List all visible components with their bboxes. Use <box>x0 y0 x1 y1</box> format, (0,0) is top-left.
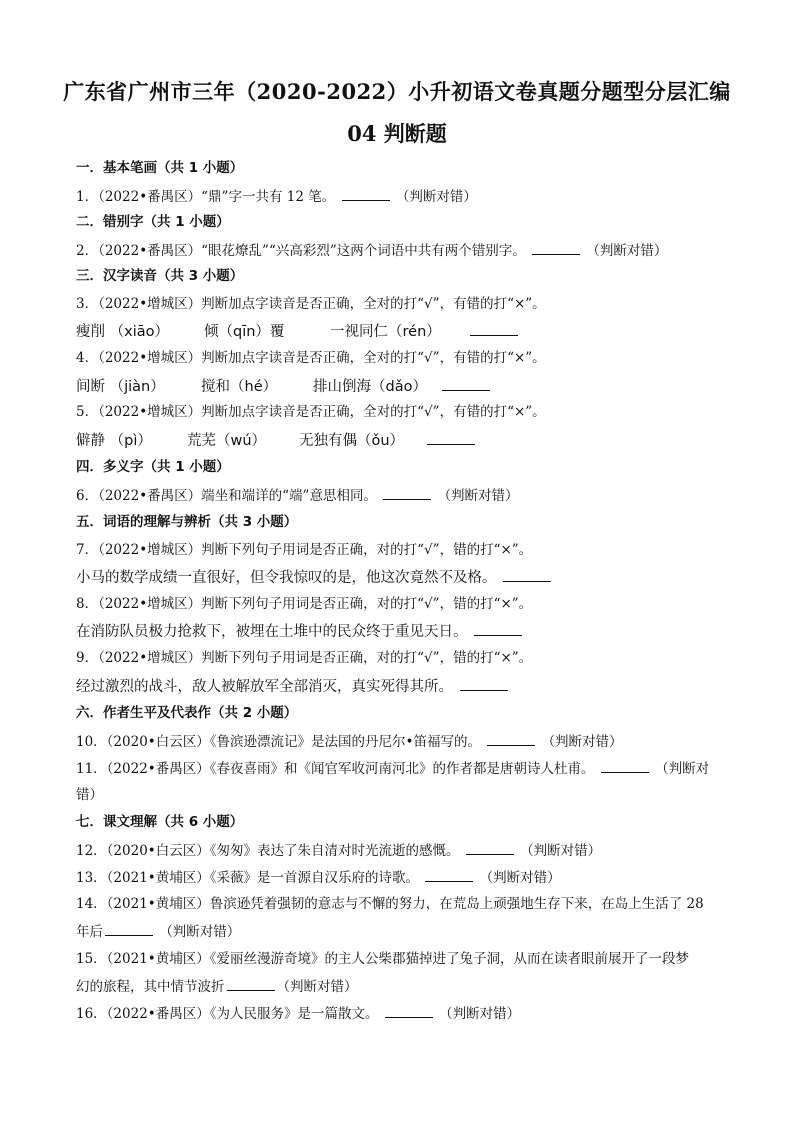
question-6 <box>76 485 519 506</box>
answer-blank[interactable] <box>342 186 390 201</box>
question-7-sentence <box>76 567 553 588</box>
question-text-continued: 幻的旅程，其中情节波折 <box>76 979 225 995</box>
section-heading-6: 六．作者生平及代表作（共 2 小题） <box>76 705 298 721</box>
question-text: 3．（2022•增城区）判断加点字读音是否正确，全对的打“√”，有错的打“×”。 <box>76 296 546 312</box>
sentence: 小马的数学成绩一直很好，但令我惊叹的是，他这次竟然不及格。 <box>76 570 497 586</box>
question-10 <box>76 731 623 752</box>
question-9-sentence <box>76 676 510 697</box>
answer-blank[interactable] <box>425 867 473 882</box>
question-4 <box>76 348 546 368</box>
document-title: 广东省广州市三年（2020-2022）小升初语文卷真题分题型分层汇编 <box>63 79 731 104</box>
sentence: 经过激烈的战斗，敌人被解放军全部消灭，真实死得其所。 <box>76 679 453 695</box>
question-13 <box>76 867 561 888</box>
section-heading-7: 七．课文理解（共 6 小题） <box>76 814 244 830</box>
question-4-items <box>76 376 492 397</box>
answer-blank[interactable] <box>442 376 490 391</box>
answer-blank[interactable] <box>466 840 514 855</box>
question-text: 10．（2020•白云区）《鲁滨逊漂流记》是法国的丹尼尔•笛福写的。 <box>76 734 481 750</box>
question-text: 16．（2022•番禺区）《为人民服务》是一篇散文。 <box>76 1006 379 1022</box>
question-suffix: （判断对错） <box>541 734 623 750</box>
question-3-items <box>76 321 520 342</box>
question-5 <box>76 402 546 422</box>
question-14-continued <box>76 921 240 942</box>
question-14 <box>76 894 704 914</box>
answer-blank[interactable] <box>383 485 431 500</box>
question-16 <box>76 1003 520 1024</box>
question-suffix: （判断对 <box>655 761 710 777</box>
pinyin-item: 排山倒海（dǎo） <box>313 379 427 395</box>
question-text: 2．（2022•番禺区）“眼花燎乱”“兴高彩烈”这两个词语中共有两个错别字。 <box>76 243 526 259</box>
question-5-items <box>76 430 477 451</box>
question-text: 15．（2021•黄埔区）《爱丽丝漫游奇境》的主人公柴郡猫掉进了兔子洞，从而在读者眼前展开了一段梦 <box>76 951 689 967</box>
question-1 <box>76 186 477 207</box>
answer-blank[interactable] <box>532 240 580 255</box>
question-suffix: （判断对错） <box>159 924 241 940</box>
question-text: 1．（2022•番禺区）“鼎”字一共有 12 笔。 <box>76 189 336 205</box>
question-text: 5．（2022•增城区）判断加点字读音是否正确，全对的打“√”，有错的打“×”。 <box>76 404 546 420</box>
question-2 <box>76 240 667 261</box>
pinyin-item: 间断 （jiàn） <box>76 379 165 395</box>
question-9 <box>76 648 532 668</box>
section-heading-2: 二．错别字（共 1 小题） <box>76 214 230 230</box>
answer-blank[interactable] <box>427 430 475 445</box>
section-heading-5: 五．词语的理解与辨析（共 3 小题） <box>76 514 298 530</box>
question-text: 14．（2021•黄埔区）鲁滨逊凭着强韧的意志与不懈的努力，在荒岛上顽强地生存下来，在岛上生活了 28 <box>76 896 704 912</box>
pinyin-item: 无独有偶（ǒu） <box>299 433 405 449</box>
question-text: 11．（2022•番禺区）《春夜喜雨》和《闻官军收河南河北》的作者都是唐朝诗人杜甫。 <box>76 761 595 777</box>
question-3 <box>76 294 546 314</box>
question-15 <box>76 949 689 969</box>
answer-blank[interactable] <box>487 731 535 746</box>
question-suffix: （判断对错） <box>439 1006 521 1022</box>
question-text-continued: 年后 <box>76 924 103 940</box>
question-suffix: （判断对错） <box>437 488 519 504</box>
answer-blank[interactable] <box>227 976 275 991</box>
question-text: 13．（2021•黄埔区）《采薇》是一首源自汉乐府的诗歌。 <box>76 870 419 886</box>
document-subtitle: 04 判断题 <box>347 121 447 146</box>
answer-blank[interactable] <box>601 758 649 773</box>
pinyin-item: 僻静 （pì） <box>76 433 152 449</box>
question-suffix: （判断对错） <box>276 979 358 995</box>
answer-blank[interactable] <box>503 567 551 582</box>
pinyin-item: 荒芜（wú） <box>187 433 267 449</box>
question-suffix: （判断对错） <box>479 870 561 886</box>
question-15-continued <box>76 976 358 997</box>
question-11 <box>76 758 709 779</box>
question-text: 9．（2022•增城区）判断下列句子用词是否正确，对的打“√”，错的打“×”。 <box>76 650 533 666</box>
question-8 <box>76 594 532 614</box>
answer-blank[interactable] <box>105 921 153 936</box>
answer-blank[interactable] <box>470 321 518 336</box>
question-text: 12．（2020•白云区）《匆匆》表达了朱自清对时光流逝的感慨。 <box>76 843 460 859</box>
pinyin-item: 一视同仁（rén） <box>330 324 441 340</box>
question-text: 8．（2022•增城区）判断下列句子用词是否正确，对的打“√”，错的打“×”。 <box>76 596 533 612</box>
question-text: 7．（2022•增城区）判断下列句子用词是否正确，对的打“√”，错的打“×”。 <box>76 542 533 558</box>
pinyin-item: 瘦削 （xiāo） <box>76 324 169 340</box>
answer-blank[interactable] <box>460 676 508 691</box>
question-12 <box>76 840 601 861</box>
pinyin-item: 倾（qīn）覆 <box>204 324 285 340</box>
section-heading-3: 三．汉字读音（共 3 小题） <box>76 268 244 284</box>
section-heading-4: 四．多义字（共 1 小题） <box>76 459 230 475</box>
question-11-continued: 错） <box>76 787 103 803</box>
pinyin-item: 搅和（hé） <box>201 379 278 395</box>
question-suffix: （判断对错） <box>395 189 477 205</box>
sentence: 在消防队员极力抢救下，被埋在土堆中的民众终于重见天日。 <box>76 624 468 640</box>
question-7 <box>76 540 532 560</box>
answer-blank[interactable] <box>474 621 522 636</box>
question-8-sentence <box>76 621 524 642</box>
answer-blank[interactable] <box>385 1003 433 1018</box>
question-suffix: （判断对错） <box>520 843 602 859</box>
question-text: 6．（2022•番禺区）端坐和端详的“端”意思相同。 <box>76 488 377 504</box>
section-heading-1: 一．基本笔画（共 1 小题） <box>76 160 244 176</box>
question-suffix: （判断对错） <box>586 243 668 259</box>
question-text: 4．（2022•增城区）判断加点字读音是否正确，全对的打“√”，有错的打“×”。 <box>76 350 546 366</box>
